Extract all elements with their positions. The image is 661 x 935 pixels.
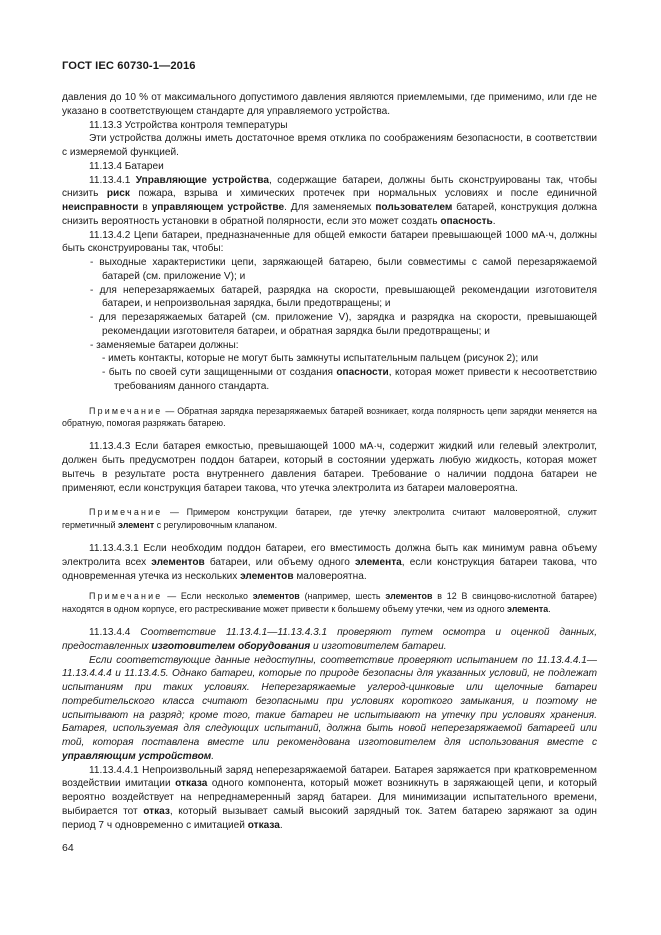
list-subitem-contacts: - иметь контакты, которые не могут быть замкнуты испытательным пальцем (рисунок 2); или xyxy=(102,353,539,365)
paragraph-11-13-4-4-1: 11.13.4.4.1 Непроизвольный заряд неперезаряжаемой батареи. Батарея заряжается при кратковременном воздействии имитации отказа одного компонента, который может возникнуть в заряжающей цепи, и который вероятно воздействует на непреднамеренный заряд батареи. Для минимизации испытательного времени, выбирается тот отказ, который вызывает самый высокий зарядный ток. Затем батарею заряжают за один период 7 ч одновременно с имитацией отказа. xyxy=(62,764,597,831)
document-body xyxy=(62,91,597,832)
paragraph-11-13-4-3-1: 11.13.4.3.1 Если необходим поддон батареи, его вместимость должна быть как минимум равна объему электролита всех элементов батареи, или объему одного элемента, если конструкция батареи такова, что одновременная утечка из нескольких элементов маловероятна. xyxy=(62,543,597,582)
paragraph-11-13-4-4: 11.13.4.4 Соответствие 11.13.4.1—11.13.4.3.1 проверяют путем осмотра и оценкой данных, предоставленных изготовителем оборудования и изготовителем батареи. xyxy=(62,627,597,652)
note-multiple-elements: Примечание — Если несколько элементов (например, шесть элементов в 12 В свинцово-кислотной батарее) находятся в одном корпусе, его растрескивание может привести к большему объему утечки, чем из одного элемента. xyxy=(62,591,598,614)
paragraph-11-13-4-1: 11.13.4.1 Управляющие устройства, содержащие батареи, должны быть сконструированы так, чтобы снизить риск пожара, взрыва и химических протечек при нормальных условиях и после единичной неисправности в управляющем устройстве. Для заменяемых пользователем батарей, конструкция должна снизить вероятность установки в обратной полярности, если это может создать опасность. xyxy=(62,174,597,227)
paragraph-11-13-4-2: 11.13.4.2 Цепи батареи, предназначенные для общей емкости батареи превышающей 1000 мА·ч, должны быть сконструированы так, чтобы: xyxy=(62,229,597,255)
paragraph-pressure-continuation: давления до 10 % от максимального допустимого давления являются приемлемыми, где применимо, или где не указано в соответствующем стандарте для управляемого устройства. xyxy=(62,92,597,117)
list-subitem-protected: - быть по своей сути защищенными от создания опасности, которая может привести к несоответствию требованиям данного стандарта. xyxy=(102,367,597,392)
paragraph-temperature-devices: Эти устройства должны иметь достаточное время отклика по соображениям безопасности, в соответствии с измеряемой функцией. xyxy=(62,133,597,158)
list-item-rechargeable: - для перезаряжаемых батарей (см. приложение V), зарядка и разрядка на скорости, превышающей рекомендации изготовителя батареи, и обратная зарядка были предотвращены; и xyxy=(90,312,597,337)
paragraph-compliance-testing: Если соответствующие данные недоступны, соответствие проверяют испытанием по 11.13.4.4.1—11.13.4.4.4 и 11.13.4.5. Однако батареи, которые по природе безопасны для указанных условий, не подлежат испытаниям при таких условиях. Неперезаряжаемые углерод-цинковые или щелочные батареи потребительского класса считают безопасными при условиях короткого замыкания, и поэтому не испытывают на разряд; кроме того, такие батареи не испытывают на утечку при условиях хранения. Батарея, используемая для следующих испытаний, должна быть новой неперезаряжаемой батареей или той, которая поставлена вместе или рекомендована изготовителем для использования вместе с управляющим устройством. xyxy=(62,654,597,762)
list-item-replaceable: - заменяемые батареи должны: xyxy=(90,339,239,351)
page-header: ГОСТ IEC 60730-1—2016 xyxy=(62,60,196,72)
section-heading-11-13-4: 11.13.4 Батареи xyxy=(89,160,164,172)
list-item-non-rechargeable: - для неперезаряжаемых батарей, разрядка на скорости, превышающей рекомендации изготовителя батареи, и непроизвольная зарядка, были предотвращены; и xyxy=(90,284,597,310)
list-item-output-characteristics: - выходные характеристики цепи, заряжающей батарею, были совместимы с самой перезаряжаемой батарей (см. приложение V); и xyxy=(90,257,597,282)
section-heading-11-13-3: 11.13.3 Устройства контроля температуры xyxy=(89,119,288,131)
paragraph-11-13-4-3: 11.13.4.3 Если батарея емкостью, превышающей 1000 мА·ч, содержит жидкий или гелевый электролит, должен быть предусмотрен поддон батареи, который в состоянии удержать любую жидкость, которая может вытечь в результате роста внутреннего давления батареи. Требование о наличии поддона батареи не применяют, если конструкция батареи такова, что утечка электролита из батареи маловероятна. xyxy=(62,441,597,494)
note-sealed-element: Примечание — Примером конструкции батареи, где утечку электролита считают маловероятной, служит герметичный элемент с регулировочным клапаном. xyxy=(62,507,597,530)
note-reverse-charging: Примечание — Обратная зарядка перезаряжаемых батарей возникает, когда полярность цепи зарядки меняется на обратную, помогая разряжать батарею. xyxy=(62,405,597,428)
page-number: 64 xyxy=(62,842,74,854)
